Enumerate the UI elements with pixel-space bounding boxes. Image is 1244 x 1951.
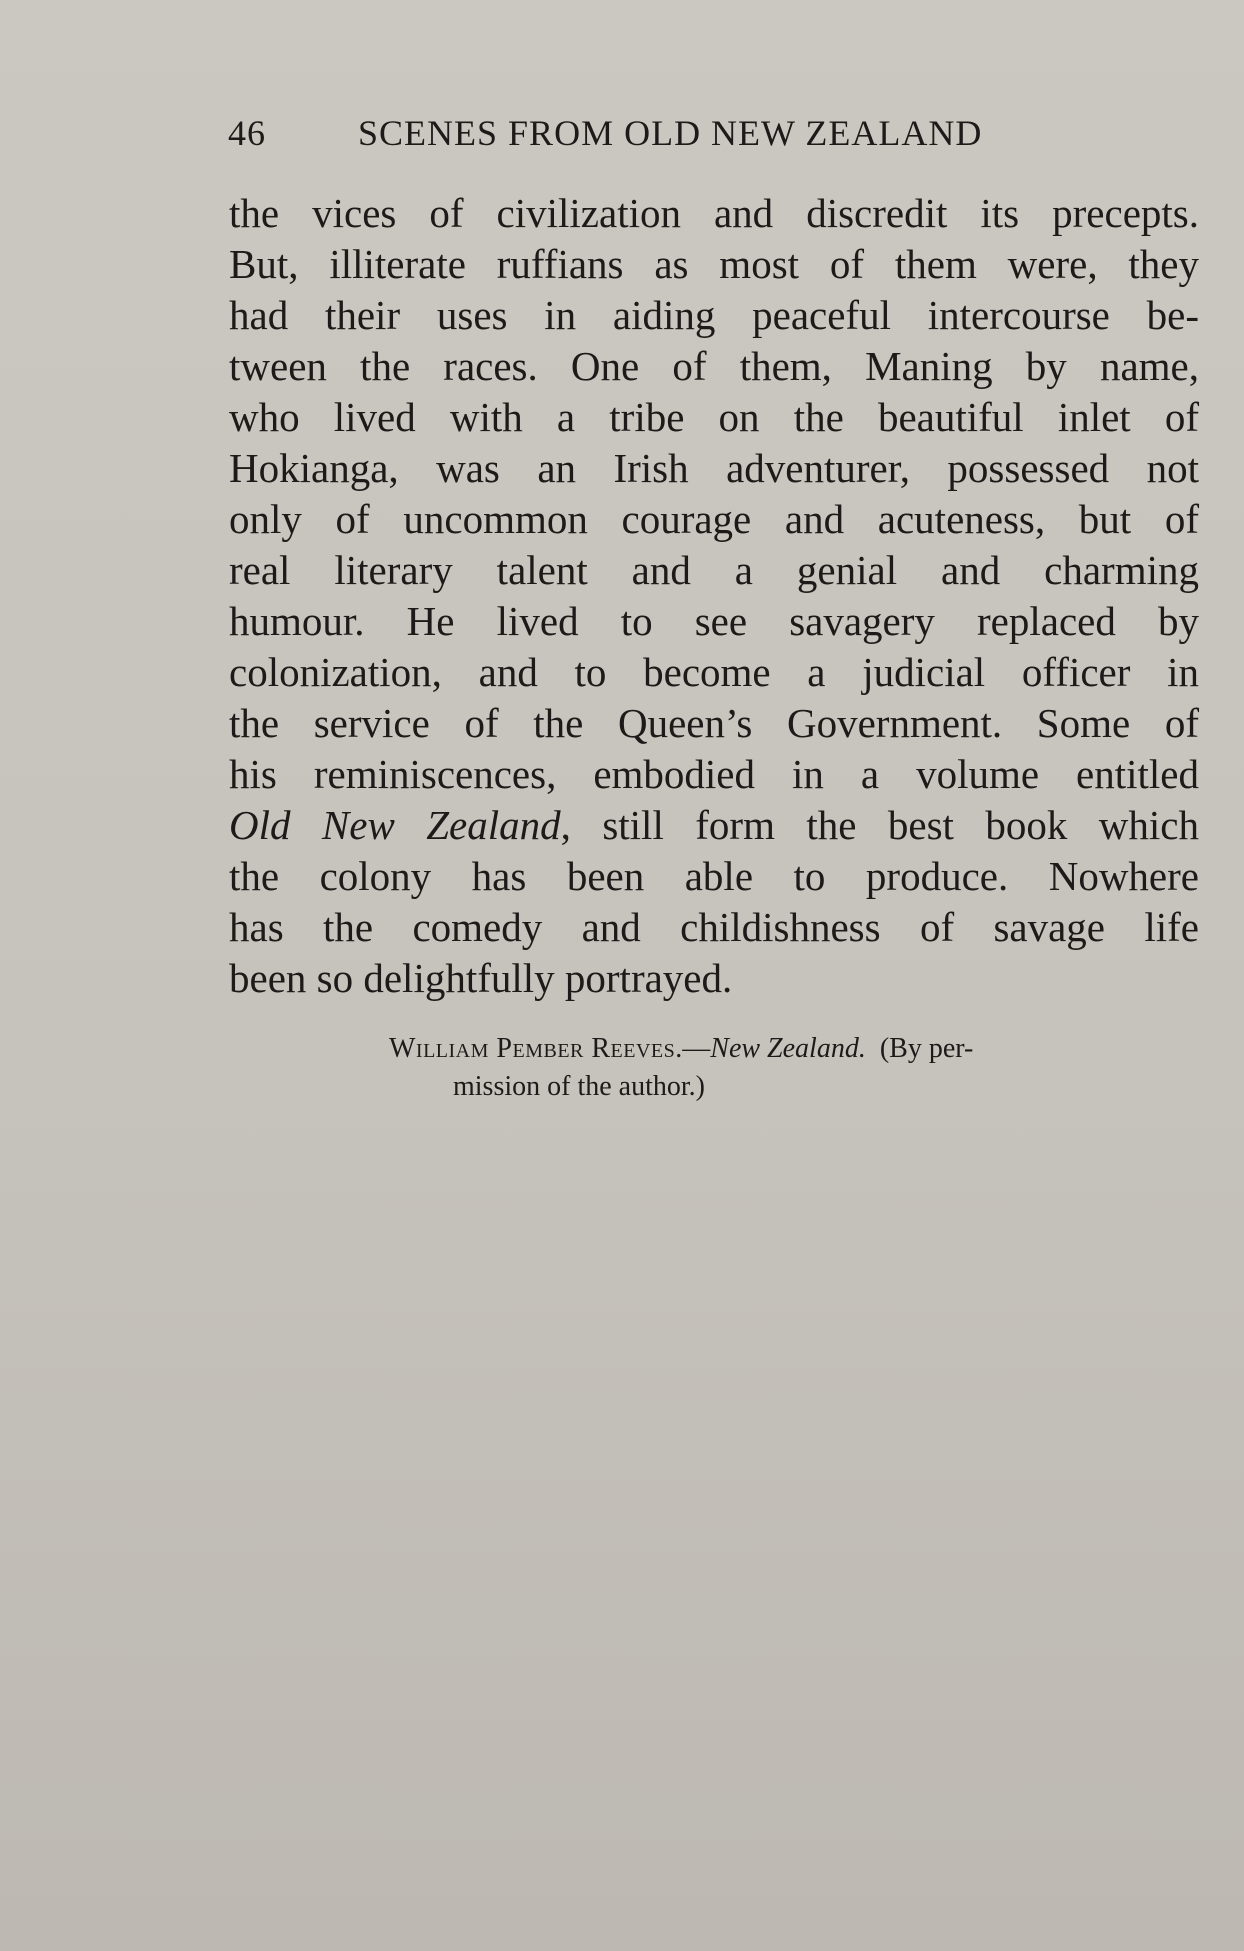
text-line: colonization, and to become a judicial officer in — [229, 649, 1199, 695]
text-line: But, illiterate ruffians as most of them were, they — [229, 241, 1199, 287]
running-title: SCENES FROM OLD NEW ZEALAND — [358, 113, 983, 153]
citation-work: New Zealand. — [710, 1033, 866, 1064]
text-line: the service of the Queen’s Government. Some of — [229, 700, 1199, 746]
text-line: been so delightfully portrayed. — [229, 955, 733, 1001]
citation — [389, 1030, 1163, 1106]
citation-author: William Pember Reeves — [389, 1033, 676, 1064]
text-line: humour. He lived to see savagery replaced by — [229, 598, 1199, 644]
text-line: tween the races. One of them, Maning by name, — [229, 343, 1199, 389]
text-line: who lived with a tribe on the beautiful inlet of — [229, 394, 1199, 440]
text-line: the colony has been able to produce. Nowhere — [229, 853, 1199, 899]
page-number: 46 — [228, 113, 266, 153]
body-paragraph — [229, 188, 1199, 1004]
running-head — [228, 112, 1078, 158]
text-line: has the comedy and childishness of savage life — [229, 904, 1199, 950]
book-title-italic: Old New Zealand — [229, 802, 561, 848]
text-line: real literary talent and a genial and charming — [229, 547, 1199, 593]
citation-note-start: (By per- — [879, 1033, 974, 1064]
citation-note-end: mission of the author.) — [453, 1071, 705, 1102]
text-line: his reminiscences, embodied in a volume entitled — [229, 751, 1199, 797]
citation-line — [389, 1030, 1163, 1068]
citation-dash: .— — [675, 1033, 711, 1064]
text-line: the vices of civilization and discredit its precepts. — [229, 190, 1199, 236]
text-line: only of uncommon courage and acuteness, but of — [229, 496, 1199, 542]
text-line: Hokianga, was an Irish adventurer, possessed not — [229, 445, 1199, 491]
text-line — [229, 800, 1199, 851]
text-line-rest: , still form the best book which — [560, 802, 1199, 848]
text-line: had their uses in aiding peaceful intercourse be- — [229, 292, 1199, 338]
